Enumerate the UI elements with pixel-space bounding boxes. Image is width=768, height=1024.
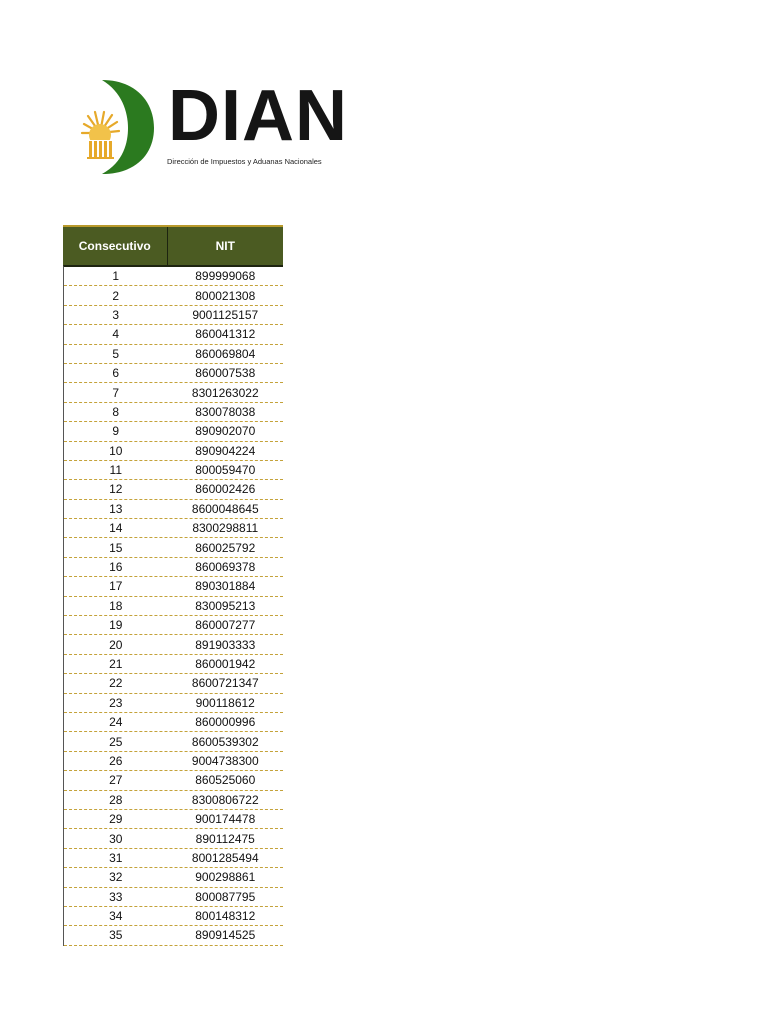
table-row	[64, 500, 283, 519]
nit-cell: 890904224	[195, 443, 256, 458]
table-row	[64, 480, 283, 499]
consecutivo-cell: 21	[109, 657, 123, 671]
nit-cell: 860001942	[195, 657, 256, 671]
consecutivo-cell: 29	[109, 812, 123, 827]
nit-cell: 8001285494	[191, 850, 259, 865]
nit-cell: 860069378	[195, 560, 256, 575]
table-row	[64, 519, 283, 538]
consecutivo-cell: 4	[112, 327, 120, 342]
nit-cell: 900298861	[195, 870, 256, 885]
nit-cell: 900118612	[195, 695, 255, 710]
nit-cell: 800021308	[195, 288, 256, 303]
consecutivo-cell: 35	[109, 928, 123, 943]
table-row	[64, 422, 283, 441]
consecutivo-cell: 20	[109, 637, 123, 652]
consecutivo-cell: 17	[109, 579, 123, 594]
nit-cell: 830078038	[195, 404, 256, 419]
nit-cell: 8300806722	[191, 792, 259, 807]
nit-cell: 800059470	[195, 463, 256, 478]
table-body	[63, 265, 283, 946]
consecutivo-cell: 23	[109, 695, 123, 710]
nit-cell: 8300298811	[192, 521, 259, 536]
table-row	[64, 635, 283, 654]
consecutivo-cell: 13	[109, 501, 123, 516]
nit-cell: 890902070	[195, 424, 256, 439]
table-row	[64, 713, 283, 732]
consecutivo-cell: 3	[112, 307, 120, 322]
table-row	[64, 383, 283, 402]
consecutivo-cell: 25	[109, 734, 123, 749]
column-header-consecutivo: Consecutivo	[63, 227, 168, 265]
nit-cell: 800087795	[195, 889, 256, 904]
consecutivo-cell: 26	[109, 753, 123, 768]
consecutivo-cell: 16	[109, 560, 123, 575]
nit-cell: 8600721347	[191, 676, 259, 691]
consecutivo-cell: 12	[109, 482, 123, 497]
table-row	[64, 829, 283, 848]
table-row	[64, 810, 283, 829]
logo-wordmark: DIAN	[168, 76, 348, 156]
table-row	[64, 345, 283, 364]
table-row	[64, 267, 283, 286]
table-row	[64, 558, 283, 577]
nit-cell: 899999068	[195, 269, 256, 284]
dian-logo	[74, 76, 348, 178]
table-row	[64, 306, 283, 325]
consecutivo-cell: 32	[109, 870, 123, 885]
table-row	[64, 538, 283, 557]
table-row	[64, 888, 283, 907]
nit-cell: 8301263022	[191, 385, 259, 400]
consecutivo-cell: 9	[112, 424, 120, 439]
consecutivo-cell: 1	[112, 269, 120, 284]
nit-cell: 860025792	[195, 540, 256, 555]
table-row	[64, 926, 283, 945]
table-row	[64, 616, 283, 635]
consecutivo-cell: 5	[112, 346, 120, 361]
nit-cell: 860007538	[195, 366, 256, 381]
table-row	[64, 442, 283, 461]
consecutivo-cell: 33	[109, 889, 123, 904]
nit-cell: 891903333	[195, 637, 256, 652]
table-row	[64, 791, 283, 810]
logo-subtitle: Dirección de Impuestos y Aduanas Nacionales	[167, 157, 322, 166]
consecutivo-cell: 8	[112, 404, 120, 419]
table-row	[64, 868, 283, 887]
column-header-nit: NIT	[215, 239, 235, 253]
nit-cell: 8600048645	[191, 501, 259, 516]
nit-table	[63, 225, 283, 946]
table-row	[64, 907, 283, 926]
consecutivo-cell: 19	[109, 618, 123, 633]
nit-cell: 9004738300	[191, 753, 259, 768]
consecutivo-cell: 30	[109, 831, 123, 846]
table-row	[64, 752, 283, 771]
nit-cell: 860069804	[195, 346, 256, 361]
nit-cell: 890301884	[195, 579, 256, 594]
table-row	[64, 597, 283, 616]
nit-cell: 860000996	[195, 715, 256, 730]
table-row	[64, 286, 283, 305]
table-row	[64, 403, 283, 422]
consecutivo-cell: 28	[109, 792, 123, 807]
nit-cell: 830095213	[195, 598, 256, 613]
consecutivo-cell: 11	[109, 463, 122, 478]
table-row	[64, 577, 283, 596]
nit-cell: 9001125157	[192, 307, 259, 322]
consecutivo-cell: 6	[112, 366, 120, 381]
table-row	[64, 461, 283, 480]
nit-cell: 860525060	[195, 773, 256, 788]
consecutivo-cell: 18	[109, 598, 123, 613]
nit-cell: 890914525	[195, 928, 256, 943]
table-header	[63, 225, 283, 265]
consecutivo-cell: 15	[109, 540, 123, 555]
nit-cell: 860002426	[195, 482, 256, 497]
consecutivo-cell: 31	[109, 850, 123, 865]
consecutivo-cell: 14	[109, 521, 123, 536]
table-row	[64, 364, 283, 383]
consecutivo-cell: 10	[109, 443, 123, 458]
nit-cell: 860041312	[195, 327, 256, 342]
sun-crescent-logo-icon	[74, 78, 166, 178]
table-row	[64, 674, 283, 693]
consecutivo-cell: 27	[109, 773, 123, 788]
table-row	[64, 771, 283, 790]
table-row	[64, 325, 283, 344]
table-row	[64, 694, 283, 713]
nit-cell: 800148312	[195, 909, 256, 924]
table-row	[64, 732, 283, 751]
table-row	[64, 849, 283, 868]
consecutivo-cell: 34	[109, 909, 123, 924]
table-row	[64, 655, 283, 674]
nit-cell: 8600539302	[191, 734, 259, 749]
consecutivo-cell: 24	[109, 715, 123, 730]
nit-cell: 900174478	[195, 812, 256, 827]
nit-cell: 890112475	[195, 831, 255, 846]
nit-cell: 860007277	[195, 618, 256, 633]
consecutivo-cell: 22	[109, 676, 123, 691]
consecutivo-cell: 2	[112, 288, 120, 303]
consecutivo-cell: 7	[112, 385, 120, 400]
